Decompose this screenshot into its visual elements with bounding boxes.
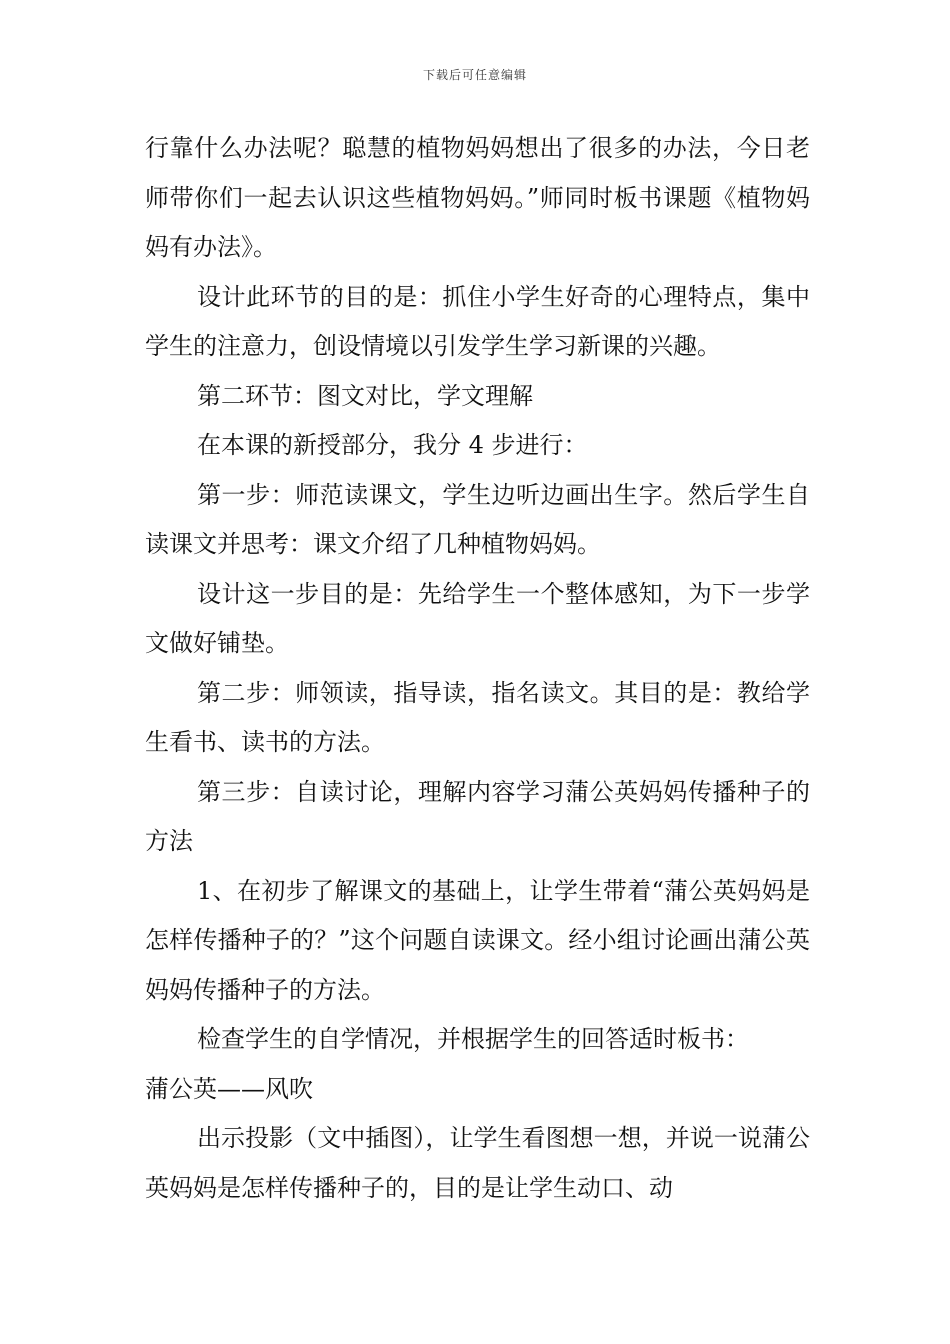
paragraph: 第一步：师范读课文，学生边听边画出生字。然后学生自读课文并思考：课文介绍了几种植物妈妈。 (145, 480, 810, 558)
paragraph: 第二步：师领读，指导读，指名读文。其目的是：教给学生看书、读书的方法。 (145, 678, 810, 756)
paragraph: 设计这一步目的是：先给学生一个整体感知，为下一步学文做好铺垫。 (145, 579, 810, 657)
section-heading: 第二环节：图文对比，学文理解 (197, 381, 533, 410)
paragraph: 检查学生的自学情况，并根据学生的回答适时板书： (197, 1025, 749, 1053)
paragraph: 出示投影（文中插图），让学生看图想一想，并说一说蒲公英妈妈是怎样传播种子的，目的是让学生动口、动 (145, 1124, 810, 1202)
paragraph: 第三步：自读讨论，理解内容学习蒲公英妈妈传播种子的方法 (145, 777, 810, 855)
paragraph: 行靠什么办法呢？聪慧的植物妈妈想出了很多的办法，今日老师带你们一起去认识这些植物妈妈。”师同时板书课题《植物妈妈有办法》。 (145, 134, 810, 261)
paragraph: 在本课的新授部分，我分 4 步进行： (197, 431, 588, 459)
document-body (145, 124, 810, 1213)
paragraph: 1、在初步了解课文的基础上，让学生带着“蒲公英妈妈是怎样传播种子的？”这个问题自读课文。经小组讨论画出蒲公英妈妈传播种子的方法。 (145, 876, 810, 1004)
page-header: 下载后可任意编辑 (422, 68, 527, 82)
paragraph: 设计此环节的目的是：抓住小学生好奇的心理特点，集中学生的注意力，创设情境以引发学生学习新课的兴趣。 (145, 282, 810, 360)
board-note: 蒲公英——风吹 (145, 1074, 313, 1103)
